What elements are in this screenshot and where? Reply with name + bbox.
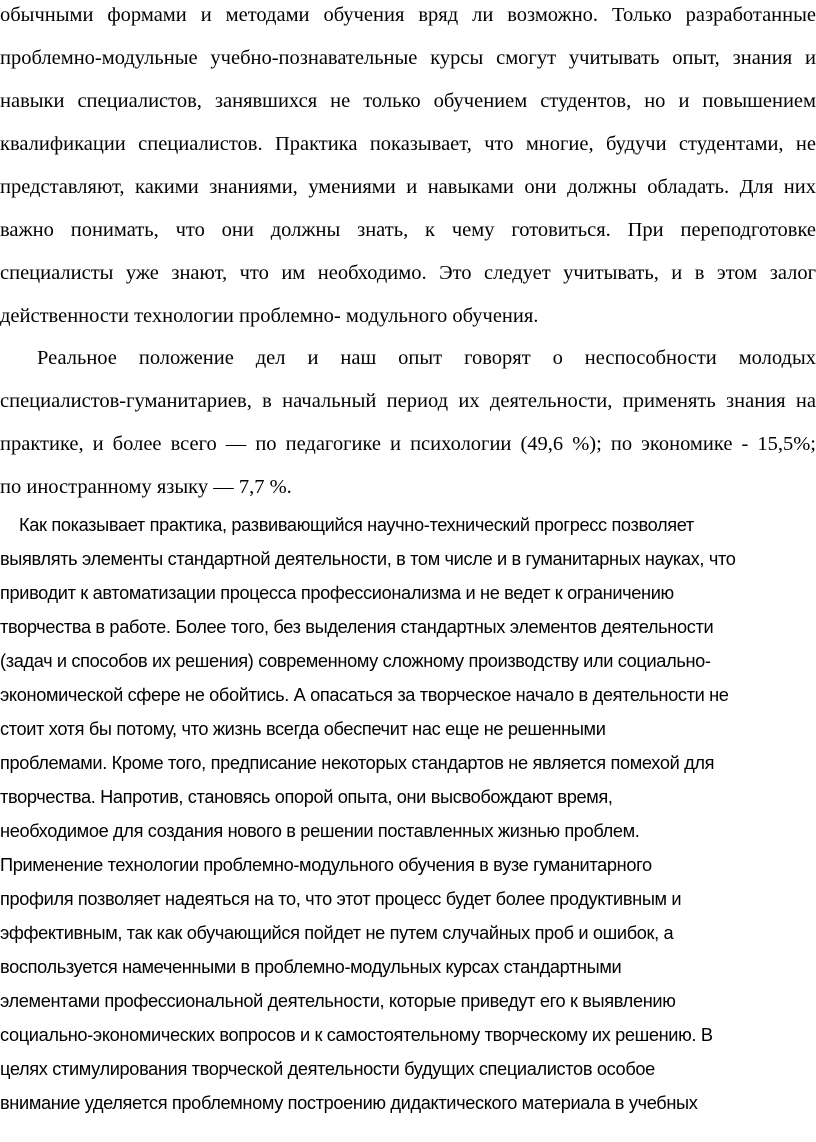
text-line: представляют, какими знаниями, умениями и навыками они должны обладать. Для них (0, 176, 816, 198)
text-line: специалистов-гуманитариев, в начальный период их деятельности, применять знания на (0, 390, 816, 412)
text-line: выявлять элементы стандартной деятельности, в том числе и в гуманитарных науках, что (0, 549, 736, 569)
text-line: эффективным, так как обучающийся пойдет не путем случайных проб и ошибок, а (0, 923, 674, 943)
text-line: творчества в работе. Более того, без выделения стандартных элементов деятельности (0, 617, 714, 637)
text-line: практике, и более всего — по педагогике и психологии (49,6 %); по экономике - 15,5%; (0, 433, 816, 455)
text-line: (задач и способов их решения) современному сложному производству или социально- (0, 651, 711, 671)
text-line: Как показывает практика, развивающийся научно-технический прогресс позволяет (19, 515, 694, 535)
text-line: навыки специалистов, занявшихся не только обучением студентов, но и повышением (0, 90, 816, 112)
text-line: квалификации специалистов. Практика показывает, что многие, будучи студентами, не (0, 133, 816, 155)
text-line: воспользуется намеченными в проблемно-модульных курсах стандартными (0, 957, 622, 977)
text-line: действенности технологии проблемно- модульного обучения. (0, 305, 539, 327)
text-line: приводит к автоматизации процесса профессионализма и не ведет к ограничению (0, 583, 674, 603)
text-line: элементами профессиональной деятельности, которые приведут его к выявлению (0, 991, 676, 1011)
text-line: экономической сфере не обойтись. А опасаться за творческое начало в деятельности не (0, 685, 729, 705)
text-line: проблемно-модульные учебно-познавательные курсы смогут учитывать опыт, знания и (0, 47, 816, 69)
text-line: проблемами. Кроме того, предписание некоторых стандартов не является помехой для (0, 753, 715, 773)
text-line: обычными формами и методами обучения вряд ли возможно. Только разработанные (0, 4, 816, 26)
text-line: целях стимулирования творческой деятельности будущих специалистов особое (0, 1059, 655, 1079)
text-line: творчества. Напротив, становясь опорой опыта, они высвобождают время, (0, 787, 613, 807)
text-line: необходимое для создания нового в решении поставленных жизнью проблем. (0, 821, 640, 841)
text-line: внимание уделяется проблемному построению дидактического материала в учебных (0, 1093, 698, 1113)
text-line: Применение технологии проблемно-модульного обучения в вузе гуманитарного (0, 855, 652, 875)
text-line: стоит хотя бы потому, что жизнь всегда обеспечит нас еще не решенными (0, 719, 606, 739)
text-line: профиля позволяет надеяться на то, что этот процесс будет более продуктивным и (0, 889, 682, 909)
text-line: специалисты уже знают, что им необходимо. Это следует учитывать, и в этом залог (0, 262, 816, 284)
text-line: социально-экономических вопросов и к самостоятельному творческому их решению. В (0, 1025, 713, 1045)
text-line: важно понимать, что они должны знать, к чему готовиться. При переподготовке (0, 219, 816, 241)
text-line: Реальное положение дел и наш опыт говорят о неспособности молодых (37, 347, 816, 369)
text-line: по иностранному языку — 7,7 %. (0, 476, 292, 498)
